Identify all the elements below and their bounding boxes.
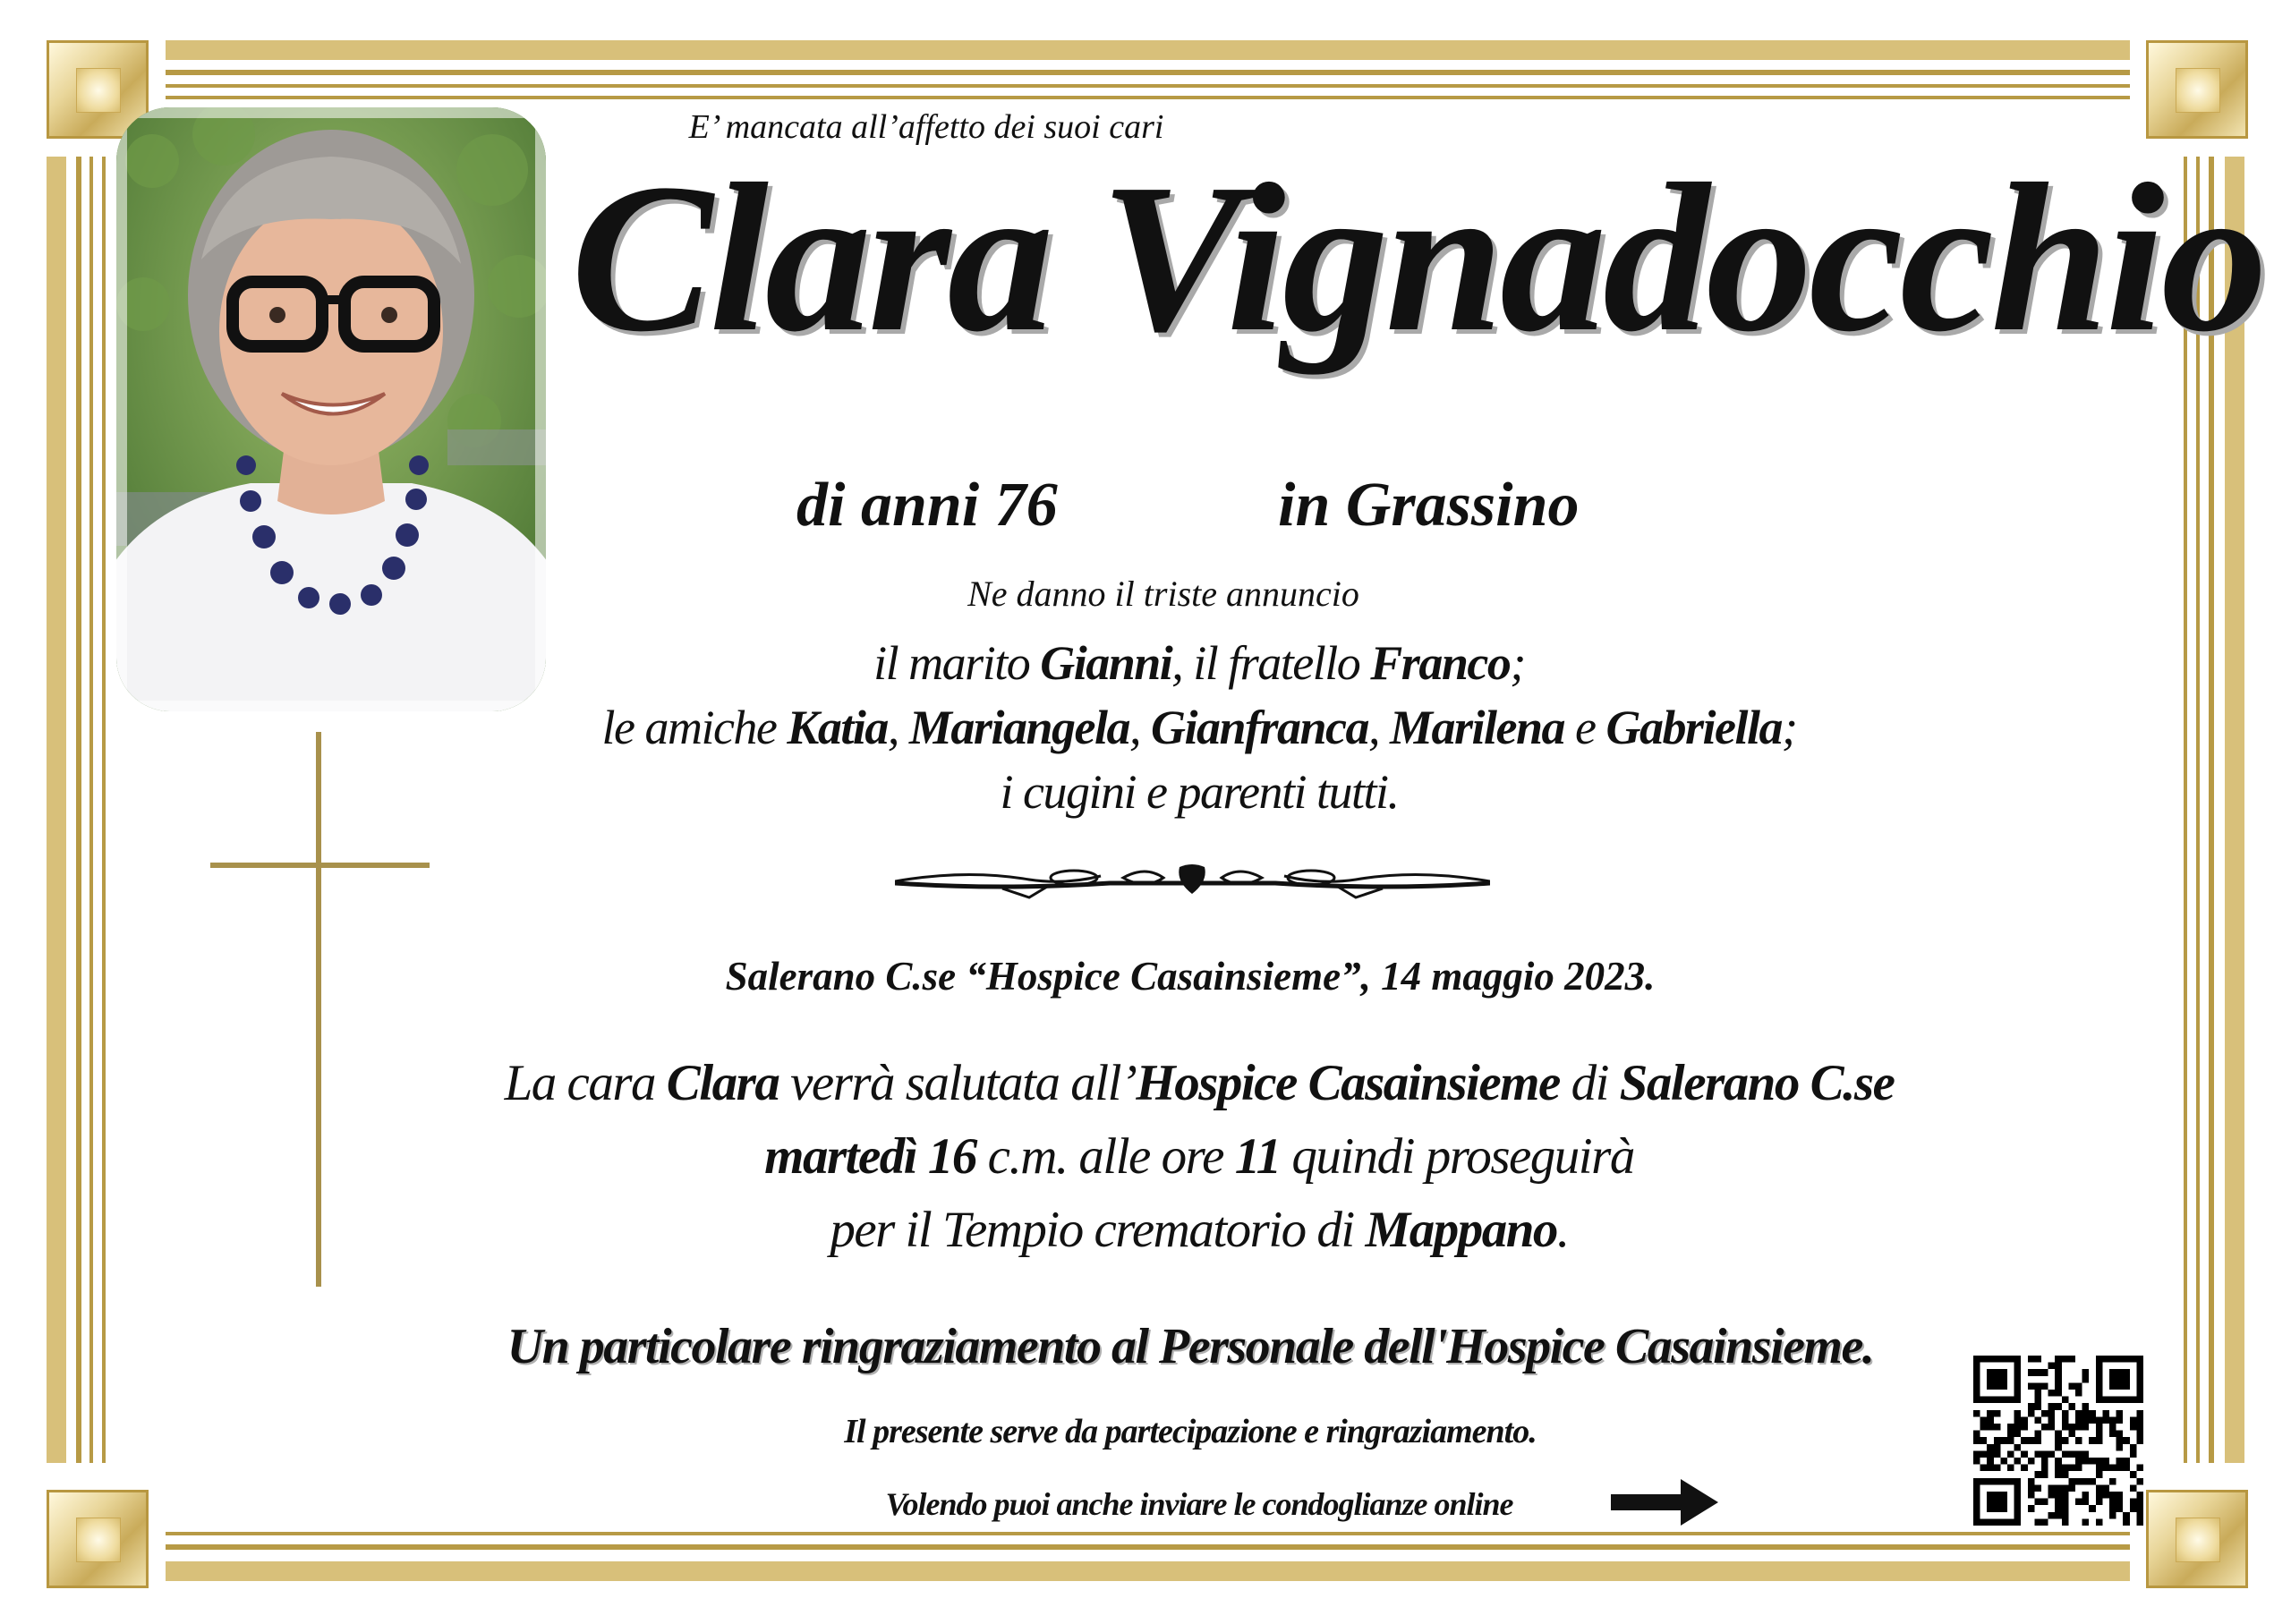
text-segment: e <box>1564 701 1606 754</box>
announce-line: Ne danno il triste annuncio <box>967 574 1359 614</box>
text-segment: di <box>1559 1055 1620 1111</box>
text-segment: . <box>1556 1202 1569 1258</box>
bold-text: Salerano C.se <box>1619 1055 1895 1111</box>
frame-bottom-line <box>166 1544 2130 1550</box>
family-list-line <box>0 631 2291 695</box>
text-segment: ; <box>1510 636 1525 690</box>
frame-bottom-line-inner <box>166 1532 2130 1535</box>
frame-top-bar <box>166 40 2130 60</box>
text-segment: quindi proseguirà <box>1280 1128 1634 1185</box>
bold-text: Hospice Casainsieme <box>1136 1055 1560 1111</box>
text-segment: La cara <box>504 1055 667 1111</box>
text-segment: verrà salutata all’ <box>779 1055 1137 1111</box>
frame-top-line-inner <box>166 84 2130 88</box>
text-segment: , <box>1368 701 1390 754</box>
frame-bottom-bar <box>166 1561 2130 1581</box>
age-line: di anni 76 <box>796 471 1058 540</box>
bold-text: Marilena <box>1390 701 1565 754</box>
bold-text: Gianni <box>1040 636 1172 690</box>
frame-top-line <box>166 70 2130 75</box>
portrait-photo <box>116 107 546 711</box>
frame-corner-top-right <box>2146 40 2248 139</box>
text-segment: per il Tempio crematorio di <box>830 1202 1366 1258</box>
frame-top-line-innermost <box>166 96 2130 99</box>
intro-line: E’ mancata all’affetto dei suoi cari <box>688 108 1164 146</box>
bold-text: Clara <box>666 1055 779 1111</box>
deceased-name: Clara Vignadocchio <box>571 140 2264 376</box>
condolences-note: Volendo puoi anche inviare le condoglianze online <box>885 1486 1513 1522</box>
bold-text: 11 <box>1234 1128 1281 1185</box>
text-segment: i cugini e parenti tutti. <box>1000 765 1399 819</box>
ornament-divider <box>895 863 1490 899</box>
bold-text: Mariangela <box>908 701 1129 754</box>
bold-text: Mappano <box>1365 1202 1557 1258</box>
bold-text: Gianfranca <box>1150 701 1368 754</box>
date-place-line: Salerano C.se “Hospice Casainsieme”, 14 maggio 2023. <box>725 954 1656 999</box>
text-segment: il marito <box>873 636 1041 690</box>
place-line: in Grassino <box>1278 471 1580 540</box>
text-segment: , <box>887 701 909 754</box>
participation-note: Il presente serve da partecipazione e ringraziamento. <box>844 1413 1537 1450</box>
bold-text: Gabriella <box>1605 701 1783 754</box>
qr-code[interactable] <box>1973 1356 2143 1526</box>
text-segment: c.m. alle ore <box>975 1128 1235 1185</box>
text-segment: le amiche <box>601 701 788 754</box>
cross-icon <box>210 732 430 1287</box>
text-segment: ; <box>1782 701 1797 754</box>
bold-text: Franco <box>1370 636 1511 690</box>
bold-text: martedì 16 <box>764 1128 976 1185</box>
text-segment: , il fratello <box>1171 636 1371 690</box>
arrow-right-icon <box>1611 1477 1718 1527</box>
thanks-line: Un particolare ringraziamento al Personale dell'Hospice Casainsieme. <box>507 1319 1874 1374</box>
text-segment: , <box>1128 701 1151 754</box>
bold-text: Katia <box>787 701 888 754</box>
